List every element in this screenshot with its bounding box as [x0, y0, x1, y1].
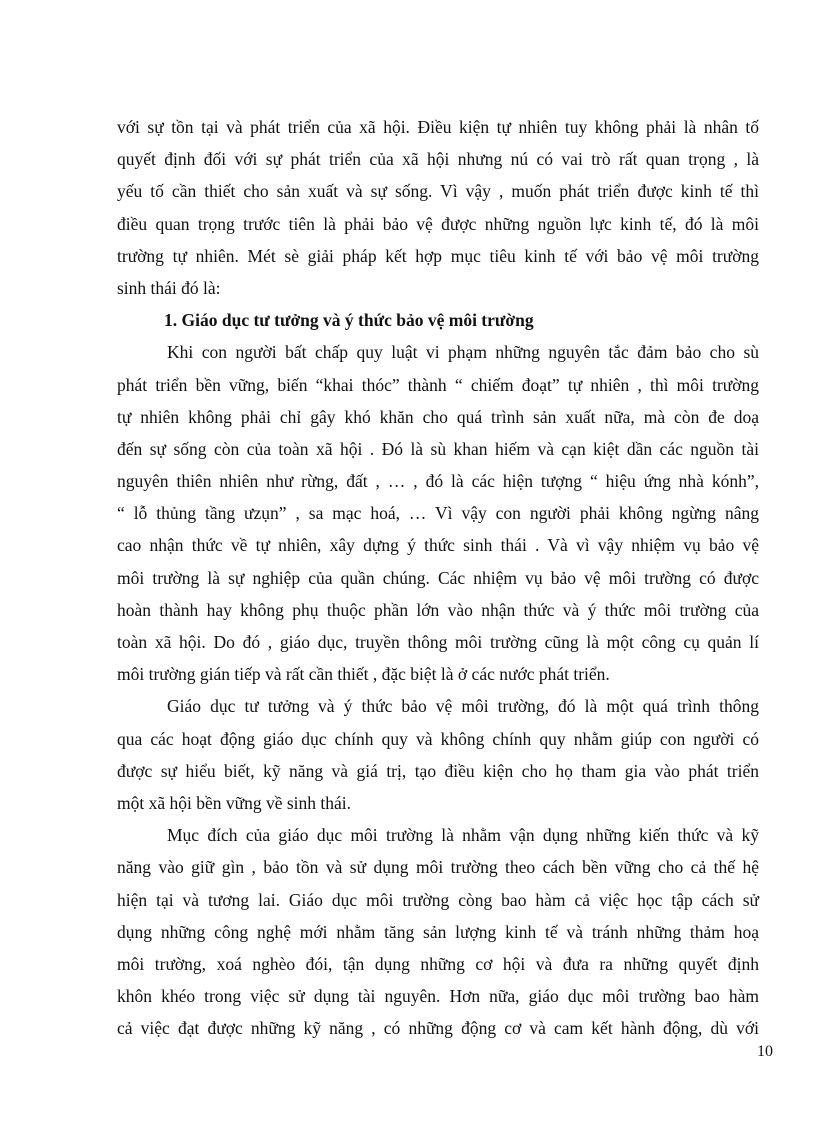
text-line: cao nhận thức về tự nhiên, xây dựng ý thức sinh thái . Và vì vậy nhiệm vụ bảo vệ	[117, 535, 759, 556]
text-line: Giáo dục tư tưởng và ý thức bảo vệ môi trường, đó là một quá trình thông	[167, 696, 759, 717]
text-line: toàn xã hội. Do đó , giáo dục, truyền thông môi trường cũng là một công cụ quản lí	[117, 632, 759, 652]
text-line: Mục đích của giáo dục môi trường là nhằm vận dụng những kiến thức và kỹ	[167, 825, 759, 846]
text-line: yếu tố cần thiết cho sản xuất và sự sống. Vì vậy , muốn phát triển được kinh tế thì	[117, 181, 759, 202]
text-line: với sự tồn tại và phát triển của xã hội. Điều kiện tự nhiên tuy không phải là nhân tố	[117, 117, 759, 137]
body-text	[117, 111, 759, 1044]
text-line: được sự hiểu biết, kỹ năng và giá trị, tạo điều kiện cho họ tham gia vào phát triển	[117, 760, 759, 781]
text-line: Khi con người bất chấp quy luật vi phạm những nguyên tắc đảm bảo cho sù	[167, 342, 759, 363]
text-line: tự nhiên không phải chỉ gây khó khăn cho quá trình sản xuất nữa, mà còn đe doạ	[117, 406, 759, 427]
text-line: sinh thái đó là:	[117, 277, 221, 298]
section-heading: 1. Giáo dục tư tưởng và ý thức bảo vệ môi trường	[164, 310, 534, 331]
text-line: cả việc đạt được những kỹ năng , có những động cơ và cam kết hành động, dù với	[117, 1018, 759, 1039]
text-line: đến sự sống còn của toàn xã hội . Đó là sù khan hiếm và cạn kiệt dần các nguồn tài	[117, 438, 759, 459]
text-line: môi trường, xoá nghèo đói, tận dụng những cơ hội và đưa ra những quyết định	[117, 953, 759, 974]
text-line: qua các hoạt động giáo dục chính quy và không chính quy nhằm giúp con người có	[117, 728, 759, 749]
text-line: môi trường gián tiếp và rất cần thiết , đặc biệt là ở các nước phát triển.	[117, 664, 610, 685]
text-line: “ lỗ thủng tầng ưzụn” , sa mạc hoá, … Vì vậy con người phải không ngừng nâng	[117, 503, 759, 524]
text-line: dụng những công nghệ mới nhằm tăng sản lượng kinh tế và tránh những thảm hoạ	[117, 921, 759, 942]
page-number: 10	[757, 1043, 773, 1060]
text-line: quyết định đối với sự phát triển của xã hội nhưng nú có vai trò rất quan trọng , là	[117, 149, 759, 170]
text-line: hiện tại và tương lai. Giáo dục môi trường còng bao hàm cả việc học tập cách sử	[117, 889, 759, 910]
text-line: trường tự nhiên. Mét sè giải pháp kết hợp mục tiêu kinh tế với bảo vệ môi trường	[117, 245, 759, 266]
text-line: khôn khéo trong việc sử dụng tài nguyên. Hơn nữa, giáo dục môi trường bao hàm	[117, 986, 759, 1007]
text-line: một xã hội bền vững về sinh thái.	[117, 792, 352, 813]
text-line: điều quan trọng trước tiên là phải bảo vệ được những nguồn lực kinh tế, đó là môi	[117, 213, 759, 234]
text-line: hoàn thành hay không phụ thuộc phần lớn vào nhận thức và ý thức môi trường của	[117, 599, 759, 620]
text-line: nguyên thiên nhiên như rừng, đất , … , đó là các hiện tượng “ hiệu ứng nhà kónh”,	[117, 471, 759, 492]
text-line: phát triển bền vững, biến “khai thóc” thành “ chiếm đoạt” tự nhiên , thì môi trường	[117, 374, 759, 395]
text-line: môi trường là sự nghiệp của quần chúng. Các nhiệm vụ bảo vệ môi trường có được	[117, 567, 759, 588]
text-line: năng vào giữ gìn , bảo tồn và sử dụng môi trường theo cách bền vững cho cả thế hệ	[117, 857, 759, 878]
